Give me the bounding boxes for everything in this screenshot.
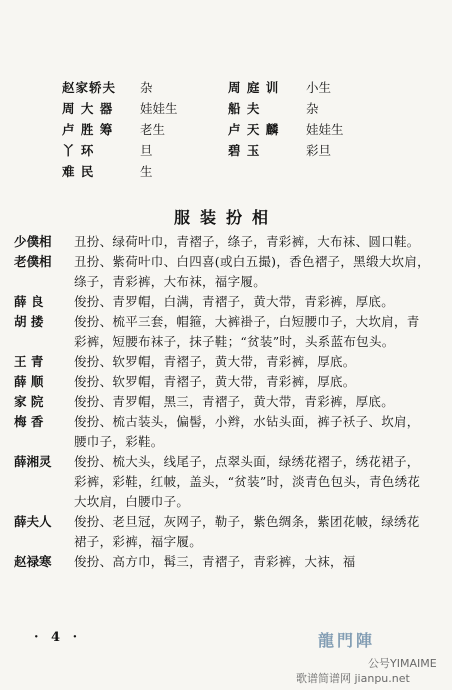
- costume-description: 俊扮、梳平三套，帽箍，大裤褂子，白短腰巾子，大坎肩，青彩裤，短腰布袜子，抹子鞋；“贫装”时，头系蓝布包头。: [74, 314, 420, 349]
- costume-description: 俊扮、老旦冠，灰网子，勒子，紫色绸条，紫团花帔，绿绣花裙子，彩裤，福字履。: [74, 514, 420, 549]
- costume-entry: [14, 552, 444, 572]
- costume-description: 俊扮、梳古装头，偏髻，小辫，水钻头面，裤子袄子、坎肩，腰巾子，彩鞋。: [74, 414, 420, 449]
- watermark-text: 公号YIMAIME: [368, 657, 437, 670]
- character-name: 薛 良: [14, 294, 44, 309]
- watermark-site: 歌谱简谱网 jianpu.net: [296, 672, 410, 685]
- character-name: 少僕相: [14, 234, 52, 249]
- character-name: 薛湘灵: [14, 454, 52, 469]
- watermark-logo: 龍門陣: [318, 631, 376, 650]
- role-name: 卢 天 麟: [228, 122, 280, 137]
- character-name: 薛夫人: [14, 514, 52, 529]
- role-type: 杂: [306, 101, 319, 116]
- character-name: 薛 顺: [14, 374, 44, 389]
- role-type: 生: [140, 164, 153, 179]
- role-type: 彩旦: [306, 143, 332, 158]
- costume-description: 俊扮、软罗帽，青褶子，黄大带，青彩裤，厚底。: [74, 374, 356, 389]
- costume-entry: [14, 312, 444, 352]
- role-name: 丫 环: [62, 143, 95, 158]
- section-title: 服装扮相: [173, 208, 278, 227]
- role-name: 船 夫: [228, 101, 261, 116]
- role-name: 碧 玉: [228, 143, 261, 158]
- costume-entry: [14, 452, 444, 512]
- costume-entry: [14, 412, 444, 452]
- character-name: 老僕相: [14, 254, 52, 269]
- costume-description: 丑扮、绿荷叶巾，青褶子，绦子，青彩裤，大布袜、圆口鞋。: [74, 234, 420, 249]
- role-type: 小生: [306, 80, 332, 95]
- costume-entry: [14, 512, 444, 552]
- role-name: 周 庭 训: [228, 80, 280, 95]
- costume-entry: [14, 292, 444, 312]
- role-name: 周 大 器: [62, 101, 114, 116]
- role-type: 老生: [140, 122, 166, 137]
- role-name: 赵家轿夫: [62, 80, 117, 95]
- costume-description: 俊扮、青罗帽，白满，青褶子，黄大带，青彩裤，厚底。: [74, 294, 395, 309]
- costume-entry: [14, 392, 444, 412]
- costume-description: 俊扮、青罗帽，黑三，青褶子，黄大带，青彩裤，厚底。: [74, 394, 395, 409]
- costume-entry: [14, 252, 444, 292]
- costume-entry: [14, 352, 444, 372]
- character-name: 王 青: [14, 354, 44, 369]
- costume-entry: [14, 232, 444, 252]
- page-number: · 4 ·: [34, 630, 82, 645]
- character-name: 梅 香: [14, 414, 44, 429]
- role-name: 难 民: [62, 164, 95, 179]
- costume-description: 俊扮、梳大头，线尾子，点翠头面，绿绣花褶子，绣花裙子，彩裤，彩鞋，红帔，盖头，“贫装”时，淡青色包头，青色绣花大坎肩，白腰巾子。: [74, 454, 421, 509]
- role-type: 杂: [140, 80, 153, 95]
- costume-description: 俊扮、高方巾，髯三，青褶子，青彩裤，大袜，福: [74, 554, 356, 569]
- character-name: 胡 搂: [14, 314, 44, 329]
- costume-description: 俊扮、软罗帽，青褶子，黄大带，青彩裤，厚底。: [74, 354, 356, 369]
- costume-list: [14, 232, 444, 572]
- role-type: 娃娃生: [140, 101, 178, 116]
- role-type: 旦: [140, 143, 153, 158]
- role-type: 娃娃生: [306, 122, 344, 137]
- character-name: 家 院: [14, 394, 44, 409]
- costume-description: 丑扮、紫荷叶巾、白四喜(或白五撮)，香色褶子，黑缎大坎肩，绦子，青彩裤，大布袜，福字履。: [74, 254, 430, 289]
- role-name: 卢 胜 筹: [62, 122, 114, 137]
- costume-entry: [14, 372, 444, 392]
- character-name: 赵禄寒: [14, 554, 52, 569]
